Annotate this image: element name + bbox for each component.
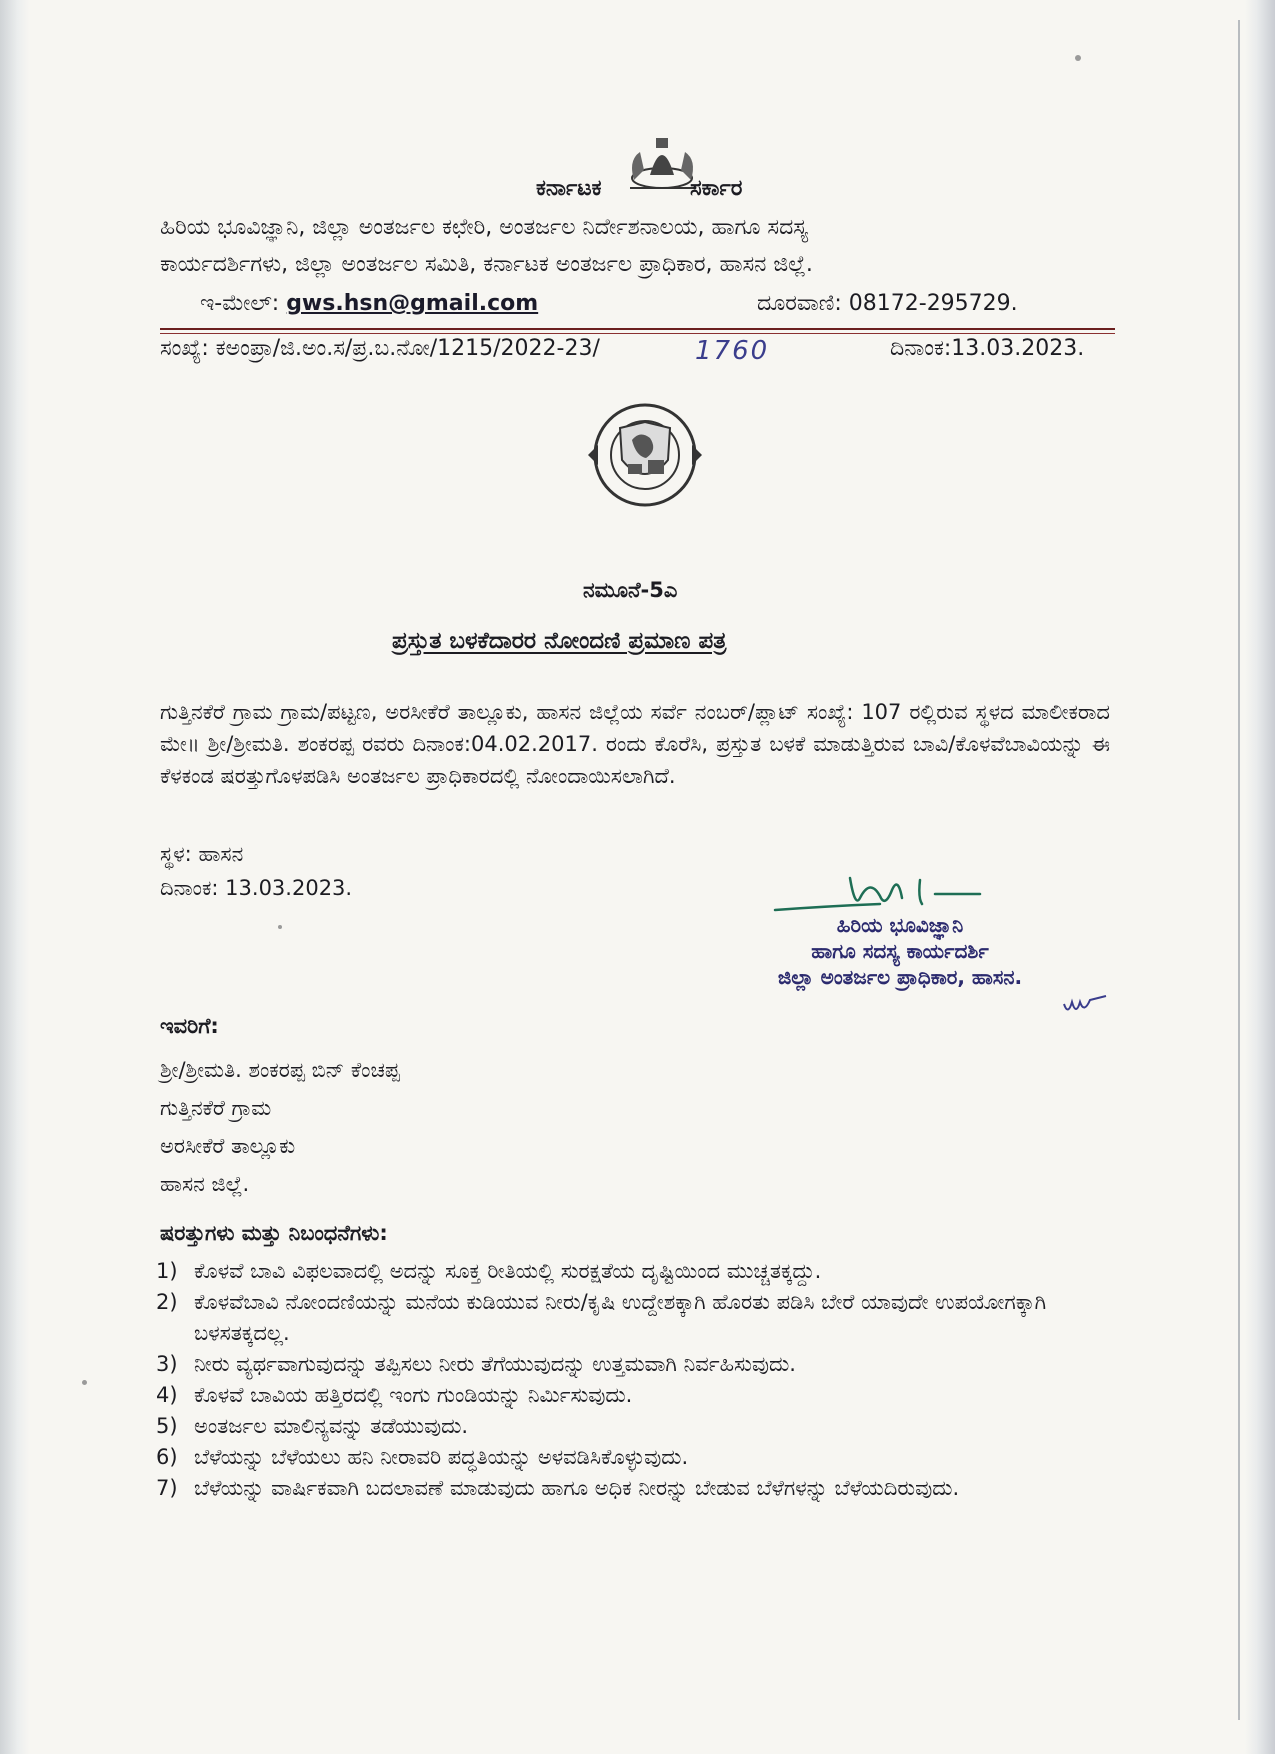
office-line-1: ಹಿರಿಯ ಭೂವಿಜ್ಞಾನಿ, ಜಿಲ್ಲಾ ಅಂತರ್ಜಲ ಕಛೇರಿ, ಅಂತರ್ಜಲ ನಿರ್ದೇಶನಾಲಯ, ಹಾಗೂ ಸದಸ್ಯ — [160, 215, 809, 240]
place-label: ಸ್ಥಳ: — [160, 842, 192, 866]
phone-row — [757, 291, 1018, 316]
ref-number: ಕಅಂಪ್ರಾ/ಜಿ.ಅಂ.ಸ/ಪ್ರ.ಬ.ನೋ/1215/2022-23/ — [215, 336, 600, 361]
scan-right-edge — [1245, 0, 1275, 1754]
govt-right-word: ಸರ್ಕಾರ — [690, 176, 743, 201]
govt-left-word: ಕರ್ನಾಟಕ — [536, 176, 602, 201]
handwritten-signature — [770, 868, 1030, 918]
certificate-title: ಪ್ರಸ್ತುತ ಬಳಕೆದಾರರ ನೋಂದಣಿ ಪ್ರಮಾಣ ಪತ್ರ — [392, 628, 727, 654]
conditions-heading: ಷರತ್ತುಗಳು ಮತ್ತು ನಿಬಂಧನೆಗಳು: — [160, 1221, 388, 1245]
email-link[interactable]: gws.hsn@gmail.com — [286, 291, 539, 316]
reference-row — [160, 336, 600, 361]
header-rule-thin — [160, 333, 1115, 334]
condition-text: ನೀರು ವ್ಯರ್ಥವಾಗುವುದನ್ನು ತಪ್ಪಿಸಲು ನೀರು ತೆಗೆಯುವುದನ್ನು ಉತ್ತಮವಾಗಿ ನಿರ್ವಹಿಸುವುದು. — [194, 1352, 796, 1376]
certificate-body: ಗುತ್ತಿನಕೆರೆ ಗ್ರಾಮ ಗ್ರಾಮ/ಪಟ್ಟಣ, ಅರಸೀಕೆರೆ ತಾಲ್ಲೂಕು, ಹಾಸನ ಜಿಲ್ಲೆಯ ಸರ್ವೆ ನಂಬರ್/ಪ್ಲಾಟ್ ಸಂಖ್ಯೆ: 107 ರಲ್ಲಿರುವ ಸ್ಥಳದ ಮಾಲೀಕರಾದ ಮೇ॥ ಶ್ರೀ/ಶ್ರೀಮತಿ. ಶಂಕರಪ್ಪ ರವರು ದಿನಾಂಕ:04.02.2017. ರಂದು ಕೊರೆಸಿ, ಪ್ರಸ್ತುತ ಬಳಕೆ ಮಾಡುತ್ತಿರುವ ಬಾವಿ/ಕೊಳವೆಬಾವಿಯನ್ನು ಈ ಕೆಳಕಂಡ ಷರತ್ತುಗೊಳಪಡಿಸಿ ಅಂತರ್ಜಲ ಪ್ರಾಧಿಕಾರದಲ್ಲಿ ನೋಂದಾಯಿಸಲಾಗಿದೆ. — [160, 700, 1110, 788]
condition-text: ಬೆಳೆಯನ್ನು ಬೆಳೆಯಲು ಹನಿ ನೀರಾವರಿ ಪದ್ಧತಿಯನ್ನು ಅಳವಡಿಸಿಕೊಳ್ಳುವುದು. — [194, 1445, 689, 1469]
condition-number: 3) — [156, 1352, 178, 1376]
email-row — [200, 291, 538, 316]
recipient-village: ಗುತ್ತಿನಕೆರೆ ಗ್ರಾಮ — [160, 1096, 272, 1120]
ref-label: ಸಂಖ್ಯೆ: — [160, 336, 209, 361]
scan-left-edge — [0, 0, 30, 1754]
condition-number: 4) — [156, 1383, 178, 1407]
condition-number: 1) — [156, 1259, 178, 1283]
condition-item — [156, 1473, 1086, 1504]
place-row — [160, 842, 243, 867]
condition-item — [156, 1380, 1086, 1411]
form-number: ನಮೂನೆ-5ಎ — [583, 578, 678, 602]
condition-item — [156, 1287, 1086, 1349]
scan-speck — [82, 1380, 87, 1385]
conditions-list — [156, 1256, 1086, 1504]
phone-label: ದೂರವಾಣಿ: — [757, 291, 842, 316]
initial-mark — [1060, 990, 1110, 1018]
condition-item — [156, 1442, 1086, 1473]
email-label: ಇ-ಮೇಲ್: — [200, 291, 280, 316]
condition-text: ಕೊಳವೆ ಬಾವಿ ವಿಫಲವಾದಲ್ಲಿ ಅದನ್ನು ಸೂಕ್ತ ರೀತಿಯಲ್ಲಿ ಸುರಕ್ಷತೆಯ ದೃಷ್ಟಿಯಿಂದ ಮುಚ್ಚತಕ್ಕದ್ದು. — [194, 1259, 822, 1283]
signatory-secretary: ಹಾಗೂ ಸದಸ್ಯ ಕಾರ್ಯದರ್ಶಿ — [811, 939, 989, 963]
place-value: ಹಾಸನ — [198, 842, 244, 866]
condition-number: 2) — [156, 1290, 178, 1314]
scan-speck — [278, 925, 282, 929]
condition-number: 6) — [156, 1445, 178, 1469]
scan-fold-line — [1238, 20, 1240, 1720]
recipient-block — [160, 1010, 400, 1200]
date-value: 13.03.2023. — [951, 336, 1085, 361]
issue-date-label: ದಿನಾಂಕ: — [160, 876, 219, 900]
date-label: ದಿನಾಂಕ: — [890, 336, 952, 361]
date-row — [890, 336, 1084, 361]
condition-text: ಕೊಳವೆ ಬಾವಿಯ ಹತ್ತಿರದಲ್ಲಿ ಇಂಗು ಗುಂಡಿಯನ್ನು ನಿರ್ಮಿಸುವುದು. — [194, 1383, 633, 1407]
signatory-authority: ಜಿಲ್ಲಾ ಅಂತರ್ಜಲ ಪ್ರಾಧಿಕಾರ, ಹಾಸನ. — [777, 965, 1023, 989]
scan-speck — [1075, 55, 1081, 61]
condition-number: 5) — [156, 1414, 178, 1438]
signatory-designation: ಹಿರಿಯ ಭೂವಿಜ್ಞಾನಿ — [836, 913, 964, 937]
condition-item — [156, 1411, 1086, 1442]
condition-number: 7) — [156, 1476, 178, 1500]
condition-text: ಬೆಳೆಯನ್ನು ವಾರ್ಷಿಕವಾಗಿ ಬದಲಾವಣೆ ಮಾಡುವುದು ಹಾಗೂ ಅಧಿಕ ನೀರನ್ನು ಬೇಡುವ ಬೆಳೆಗಳನ್ನು ಬೆಳೆಯದಿರುವುದು. — [194, 1476, 960, 1500]
ref-handwritten-number: 1760 — [695, 336, 770, 366]
recipient-taluk: ಅರಸೀಕೆರೆ ತಾಲ್ಲೂಕು — [160, 1134, 296, 1158]
office-line-2: ಕಾರ್ಯದರ್ಶಿಗಳು, ಜಿಲ್ಲಾ ಅಂತರ್ಜಲ ಸಮಿತಿ, ಕರ್ನಾಟಕ ಅಂತರ್ಜಲ ಪ್ರಾಧಿಕಾರ, ಹಾಸನ ಜಿಲ್ಲೆ. — [160, 252, 813, 277]
recipient-label: ಇವರಿಗೆ: — [160, 1014, 219, 1038]
issue-date-value: 13.03.2023. — [225, 876, 353, 900]
signatory-block — [720, 912, 1080, 990]
header-rule — [160, 328, 1115, 330]
condition-item — [156, 1256, 1086, 1287]
groundwater-authority-seal-icon — [580, 400, 710, 510]
recipient-district: ಹಾಸನ ಜಿಲ್ಲೆ. — [160, 1172, 250, 1196]
recipient-name: ಶ್ರೀ/ಶ್ರೀಮತಿ. ಶಂಕರಪ್ಪ ಬಿನ್ ಕೆಂಚಪ್ಪ — [160, 1058, 400, 1082]
phone-number: 08172-295729. — [848, 291, 1018, 316]
issue-date-row — [160, 876, 352, 901]
condition-text: ಕೊಳವೆಬಾವಿ ನೋಂದಣಿಯನ್ನು ಮನೆಯ ಕುಡಿಯುವ ನೀರು/ಕೃಷಿ ಉದ್ದೇಶಕ್ಕಾಗಿ ಹೊರತು ಪಡಿಸಿ ಬೇರೆ ಯಾವುದೇ ಉಪಯೋಗಕ್ಕಾಗಿ ಬಳಸತಕ್ಕದಲ್ಲ. — [194, 1290, 1047, 1345]
condition-item — [156, 1349, 1086, 1380]
condition-text: ಅಂತರ್ಜಲ ಮಾಲಿನ್ಯವನ್ನು ತಡೆಯುವುದು. — [194, 1414, 469, 1438]
